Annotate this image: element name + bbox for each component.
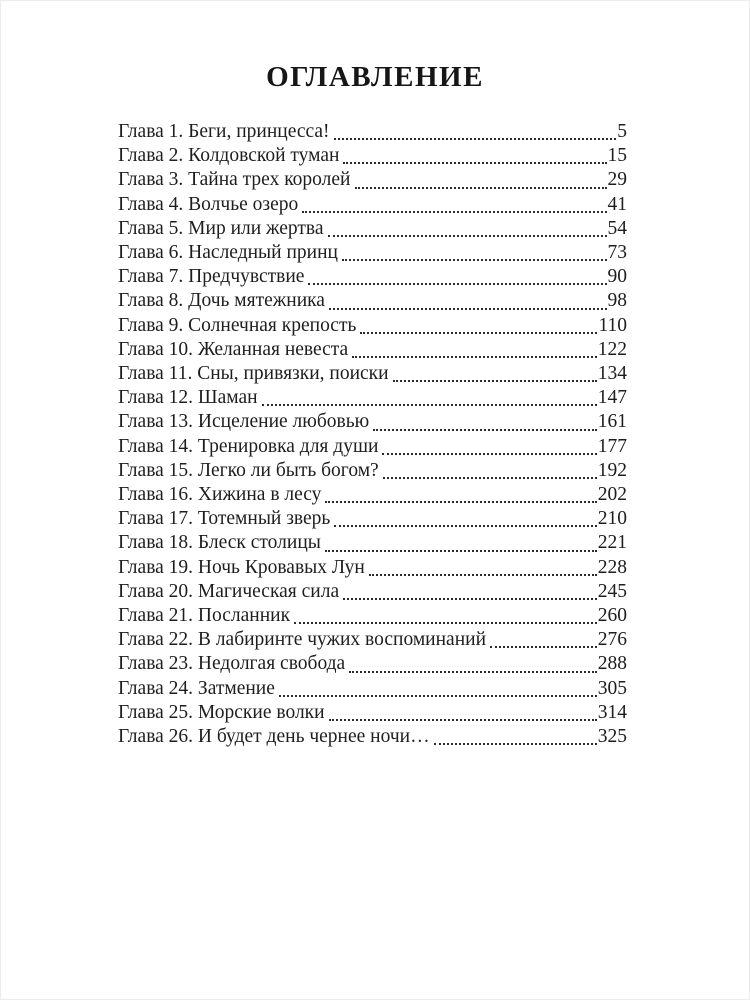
toc-dot-leader — [325, 501, 596, 503]
toc-dot-leader — [360, 332, 597, 334]
toc-dot-leader — [325, 550, 597, 552]
toc-entry-page: 314 — [597, 701, 627, 723]
toc-entry-title: Глава 26. И будет день чернее ночи… — [118, 726, 430, 748]
toc-entry-page: 110 — [598, 314, 627, 336]
toc-entry-title: Глава 1. Беги, принцесса! — [118, 121, 330, 142]
toc-dot-leader — [328, 235, 607, 237]
toc-dot-leader — [434, 743, 597, 745]
toc-dot-leader — [343, 598, 597, 600]
toc-dot-leader — [294, 622, 597, 624]
toc-entry — [118, 410, 627, 434]
toc-entry-title: Глава 22. В лабиринте чужих воспоминаний — [118, 629, 487, 651]
toc-dot-leader — [279, 695, 597, 697]
toc-entry-page: 122 — [597, 338, 627, 360]
toc-entry-page: 192 — [597, 459, 627, 481]
toc-entry-title: Глава 8. Дочь мятежника — [118, 290, 325, 312]
toc-entry — [118, 217, 627, 241]
toc-entry — [118, 556, 627, 580]
toc-entry — [118, 531, 627, 555]
toc-entry-page: 15 — [607, 145, 627, 167]
toc-entry — [118, 338, 627, 362]
toc-entry-title: Глава 14. Тренировка для души — [118, 435, 379, 457]
toc-list — [118, 120, 627, 749]
toc-entry — [118, 168, 627, 192]
toc-entry-page: 41 — [607, 193, 627, 215]
toc-entry-title: Глава 11. Сны, привязки, поиски — [118, 363, 389, 385]
toc-dot-leader — [352, 356, 597, 358]
toc-entry-page: 288 — [597, 653, 627, 675]
toc-entry — [118, 507, 627, 531]
toc-entry-page: 98 — [607, 290, 627, 312]
toc-dot-leader — [334, 525, 596, 527]
toc-entry-title: Глава 7. Предчувствие — [118, 266, 305, 288]
toc-entry — [118, 628, 627, 652]
toc-entry-page: 54 — [607, 217, 627, 239]
toc-entry — [118, 483, 627, 507]
toc-entry-page: 134 — [597, 363, 627, 385]
toc-entry-title: Глава 15. Легко ли быть богом? — [118, 459, 379, 481]
toc-dot-leader — [342, 259, 607, 261]
toc-entry-page: 5 — [617, 121, 627, 142]
toc-entry-title: Глава 10. Желанная невеста — [118, 338, 349, 360]
toc-entry-title: Глава 12. Шаман — [118, 387, 258, 409]
toc-entry-page: 260 — [597, 605, 627, 627]
toc-entry-title: Глава 16. Хижина в лесу — [118, 484, 322, 506]
toc-entry-page: 325 — [597, 726, 627, 748]
page-title: ОГЛАВЛЕНИЕ — [266, 61, 484, 93]
toc-entry — [118, 241, 627, 265]
toc-entry — [118, 386, 627, 410]
toc-dot-leader — [369, 574, 597, 576]
toc-entry-title: Глава 5. Мир или жертва — [118, 217, 324, 239]
toc-entry-page: 147 — [597, 387, 627, 409]
toc-entry-title: Глава 18. Блеск столицы — [118, 532, 321, 554]
toc-entry — [118, 362, 627, 386]
toc-dot-leader — [334, 138, 617, 140]
toc-entry-title: Глава 23. Недолгая свобода — [118, 653, 346, 675]
toc-dot-leader — [262, 404, 597, 406]
toc-entry-page: 90 — [607, 266, 627, 288]
toc-entry-page: 228 — [597, 556, 627, 578]
toc-entry — [118, 314, 627, 338]
toc-dot-leader — [382, 453, 596, 455]
toc-dot-leader — [329, 308, 607, 310]
toc-entry-title: Глава 6. Наследный принц — [118, 242, 338, 264]
toc-entry — [118, 144, 627, 168]
toc-entry-title: Глава 25. Морские волки — [118, 701, 325, 723]
toc-entry — [118, 604, 627, 628]
toc-entry-title: Глава 21. Посланник — [118, 605, 291, 627]
toc-dot-leader — [349, 671, 597, 673]
toc-dot-leader — [308, 283, 606, 285]
toc-entry-title: Глава 4. Волчье озеро — [118, 193, 299, 215]
toc-entry-title: Глава 24. Затмение — [118, 677, 275, 699]
toc-entry — [118, 677, 627, 701]
toc-dot-leader — [383, 477, 597, 479]
toc-entry — [118, 120, 627, 144]
toc-entry-title: Глава 13. Исцеление любовью — [118, 411, 370, 433]
toc-entry-page: 245 — [597, 580, 627, 602]
toc-entry-page: 161 — [597, 411, 627, 433]
toc-entry — [118, 652, 627, 676]
toc-entry — [118, 701, 627, 725]
toc-dot-leader — [329, 719, 597, 721]
toc-entry-page: 177 — [597, 435, 627, 457]
toc-dot-leader — [393, 380, 597, 382]
toc-entry-page: 221 — [597, 532, 627, 554]
toc-entry-page: 210 — [597, 508, 627, 530]
toc-entry-page: 276 — [597, 629, 627, 651]
toc-entry-title: Глава 19. Ночь Кровавых Лун — [118, 556, 365, 578]
toc-dot-leader — [302, 211, 606, 213]
toc-entry-page: 305 — [597, 677, 627, 699]
toc-entry — [118, 459, 627, 483]
toc-entry-title: Глава 17. Тотемный зверь — [118, 508, 331, 530]
toc-entry-title: Глава 20. Магическая сила — [118, 580, 340, 602]
toc-entry — [118, 580, 627, 604]
toc-dot-leader — [355, 187, 607, 189]
toc-entry — [118, 289, 627, 313]
toc-entry-page: 29 — [607, 169, 627, 191]
toc-dot-leader — [490, 646, 597, 648]
toc-entry-title: Глава 3. Тайна трех королей — [118, 169, 351, 191]
toc-dot-leader — [373, 429, 597, 431]
toc-entry — [118, 725, 627, 749]
toc-entry-title: Глава 9. Солнечная крепость — [118, 314, 357, 336]
toc-entry-page: 73 — [607, 242, 627, 264]
toc-dot-leader — [343, 162, 606, 164]
toc-entry — [118, 435, 627, 459]
toc-entry-title: Глава 2. Колдовской туман — [118, 145, 340, 167]
toc-entry-page: 202 — [597, 484, 627, 506]
toc-entry — [118, 265, 627, 289]
toc-entry — [118, 193, 627, 217]
